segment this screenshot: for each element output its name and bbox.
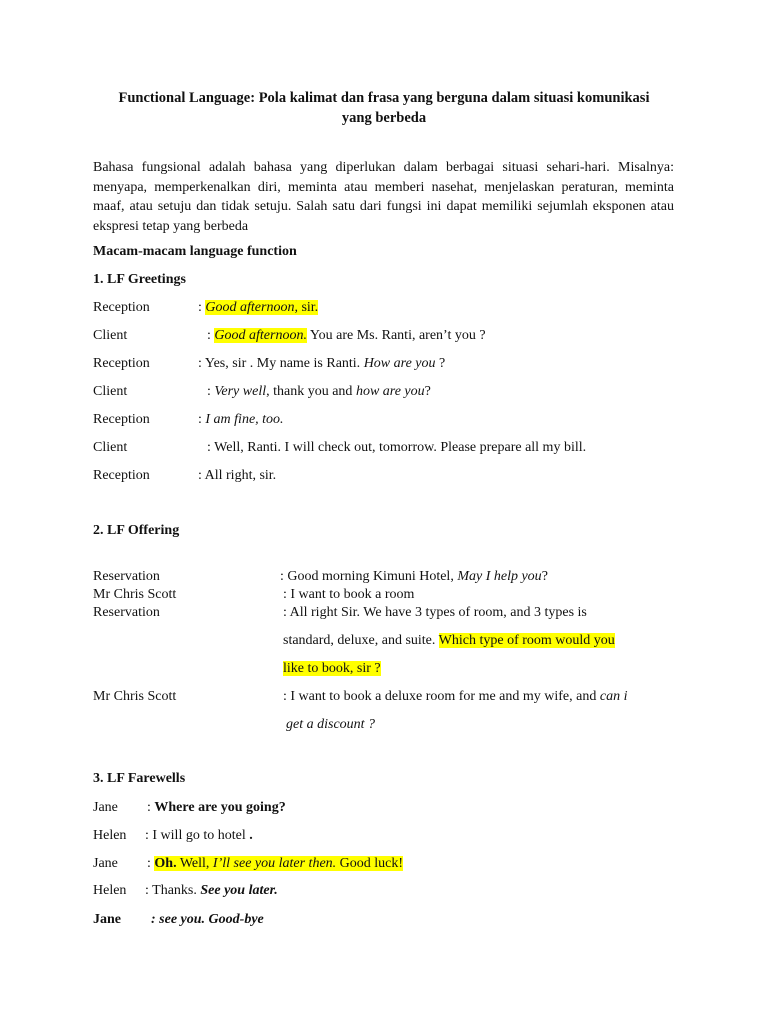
dialogue-text: : All right, sir. [198,468,277,483]
dialogue-text: : Good morning Kimuni Hotel, May I help you? [280,569,548,584]
dialogue-text: : Good afternoon, sir. [198,300,319,315]
dialogue-text: : Where are you going? [147,800,286,815]
offering-heading: 2. LF Offering [93,523,180,538]
dialogue-text: : Thanks. See you later. [145,883,278,898]
title-line-1: Functional Language: Pola kalimat dan frasa yang berguna dalam situasi komunikasi [118,90,650,106]
dialogue-continuation: standard, deluxe, and suite. Which type of room would you [283,633,615,648]
section-heading: Macam-macam language function [93,244,297,259]
greetings-heading: 1. LF Greetings [93,272,186,287]
dialogue-text: : I am fine, too. [198,412,284,427]
speaker-label: Reception [93,300,150,315]
speaker-label: Client [93,440,128,455]
dialogue-text: : I want to book a room [283,587,415,602]
dialogue-continuation: get a discount ? [286,717,376,732]
speaker-label: Reception [93,356,150,371]
speaker-label: Reservation [93,605,160,620]
farewells-heading: 3. LF Farewells [93,771,186,786]
dialogue-text: : see you. Good-bye [151,912,264,927]
dialogue-text: : I will go to hotel . [145,828,253,843]
speaker-label: Jane [93,856,118,871]
speaker-label: Jane [93,912,121,927]
dialogue-text: : Well, Ranti. I will check out, tomorrow. Please prepare all my bill. [207,440,587,455]
speaker-label: Helen [93,883,127,898]
title-line-2: yang berbeda [341,110,427,126]
speaker-label: Mr Chris Scott [93,689,177,704]
dialogue-text: : I want to book a deluxe room for me and my wife, and can i [283,689,628,704]
dialogue-text: : Yes, sir . My name is Ranti. How are you ? [198,356,446,371]
speaker-label: Client [93,328,128,343]
dialogue-text: : Good afternoon. You are Ms. Ranti, aren’t you ? [207,328,486,343]
dialogue-continuation: like to book, sir ? [283,661,381,676]
document-title [90,88,678,128]
speaker-label: Client [93,384,128,399]
speaker-label: Jane [93,800,118,815]
speaker-label: Reservation [93,569,160,584]
speaker-label: Mr Chris Scott [93,587,177,602]
speaker-label: Reception [93,412,150,427]
dialogue-text: : All right Sir. We have 3 types of room, and 3 types is [283,605,587,620]
dialogue-text: : Very well, thank you and how are you? [207,384,431,399]
speaker-label: Helen [93,828,127,843]
intro-paragraph: Bahasa fungsional adalah bahasa yang diperlukan dalam berbagai situasi sehari-hari. Misalnya: menyapa, memperkenalkan diri, meminta atau memberi nasehat, menjelaskan peraturan, meminta maaf, atau setuju dan tidak setuju. Salah satu dari fungsi ini dapat memiliki sejumlah eksponen atau ekspresi tetap yang berbeda [93,160,674,234]
dialogue-text: : Oh. Well, I’ll see you later then. Good luck! [147,856,404,871]
speaker-label: Reception [93,468,150,483]
